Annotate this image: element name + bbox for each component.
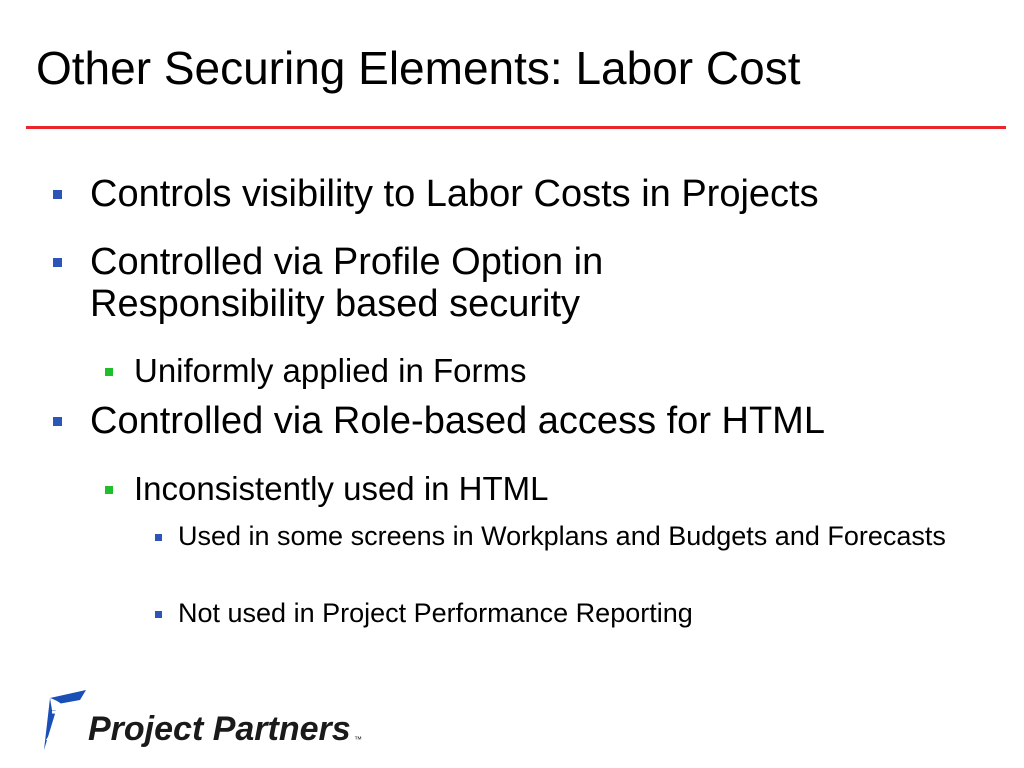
square-bullet-icon <box>53 417 62 426</box>
logo-text: Project Partners <box>88 710 351 748</box>
square-bullet-icon <box>53 258 62 267</box>
bullet-text: Controlled via Profile Option in Responsibility based security <box>90 241 604 325</box>
title-underline <box>26 126 1006 129</box>
bullet-text: Used in some screens in Workplans and Budgets and Forecasts <box>178 521 946 551</box>
slide-title: Other Securing Elements: Labor Cost <box>36 42 801 94</box>
bullet-text: Uniformly applied in Forms <box>134 352 527 389</box>
square-bullet-icon <box>155 611 162 618</box>
logo-trademark: ™ <box>354 735 362 744</box>
sub-bullet-item <box>134 352 934 390</box>
bullet-item <box>90 173 990 215</box>
square-bullet-icon <box>105 368 113 376</box>
sub-bullet-item <box>134 470 934 508</box>
sub-sub-bullet-item <box>178 521 958 552</box>
project-partners-logo <box>40 688 380 752</box>
bullet-item <box>90 400 1010 442</box>
bullet-text: Controlled via Role-based access for HTML <box>90 400 825 442</box>
square-bullet-icon <box>155 534 162 541</box>
bullet-text: Inconsistently used in HTML <box>134 470 549 507</box>
bullet-text: Not used in Project Performance Reporting <box>178 598 693 628</box>
project-partners-swirl-icon <box>40 688 380 752</box>
square-bullet-icon <box>105 486 113 494</box>
bullet-text: Controls visibility to Labor Costs in Projects <box>90 173 819 215</box>
sub-sub-bullet-item <box>178 598 978 629</box>
bullet-item <box>90 241 730 325</box>
square-bullet-icon <box>53 190 62 199</box>
